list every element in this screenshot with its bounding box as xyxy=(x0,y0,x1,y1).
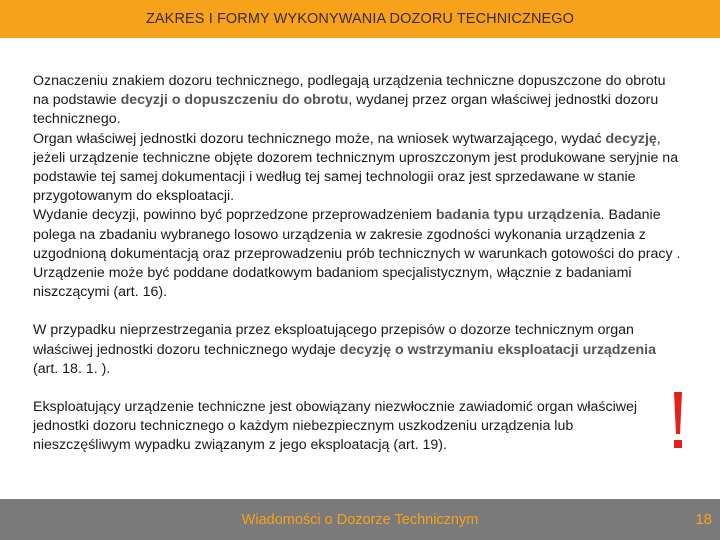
text-run: . Badanie polega na zbadaniu wybranego losowo urządzenia w zakresie zgodności wykonania urządzenia z uzgodnioną dokumentacją oraz przeprowadzeniu prób technicznych w warunkach gotowości do pracy . Urządzenie może być poddane dodatkowym badaniom specjalistycznym, włącznie z badaniami niszczącymi (art. 16). xyxy=(33,207,681,301)
text-run: (art. 18. 1. ). xyxy=(33,360,111,377)
exclamation-bar xyxy=(674,392,682,434)
paragraph-suspension xyxy=(33,321,685,379)
slide-header xyxy=(0,0,720,38)
slide-footer xyxy=(0,499,720,540)
highlight-decision-approval: decyzji o dopuszczeniu do obrotu xyxy=(120,92,349,109)
text-run: Eksploatujący urządzenie techniczne jest obowiązany niezwłocznie zawiadomić organ właściwej jednostki dozoru technicznego o każdym niebezpiecznym uszkodzeniu urządzenia lub nieszczęśliwym wypadku związanym z jego eksploatacją (art. 19). xyxy=(33,399,638,454)
paragraph-notification xyxy=(33,398,653,456)
footer-title: Wiadomości o Dozorze Technicznym xyxy=(241,511,479,528)
exclamation-dot xyxy=(674,440,682,448)
text-run: , jeżeli urządzenie techniczne objęte dozorem technicznym uproszczonym jest produkowane seryjnie na podstawie tej samej dokumentacji i według tej samej technologii oraz jest sprzedawane w stanie przygotowanym do eksploatacji. xyxy=(33,130,679,205)
highlight-decision-suspension: decyzję o wstrzymaniu eksploatacji urządzenia xyxy=(339,341,656,358)
text-run: Oznaczeniu znakiem dozoru technicznego, podlegają urządzenia techniczne dopuszczone do obrotu na podstawie xyxy=(33,73,666,109)
text-run: Wydanie decyzji, powinno być poprzedzone przeprowadzeniem xyxy=(33,207,436,224)
exclamation-mark-icon xyxy=(668,392,688,454)
page-number: 18 xyxy=(695,511,712,528)
paragraph-approval xyxy=(33,72,685,302)
slide-content xyxy=(33,72,685,456)
text-run: , wydanej przez organ właściwej jednostki dozoru technicznego. xyxy=(33,92,659,128)
highlight-type-testing: badania typu urządzenia xyxy=(435,207,601,224)
highlight-decision: decyzję xyxy=(605,130,657,147)
text-run: W przypadku nieprzestrzegania przez eksploatującego przepisów o dozorze technicznym organ właściwej jednostki dozoru technicznego wydaje xyxy=(33,322,634,358)
text-run: Organ właściwej jednostki dozoru technicznego może, na wniosek wytwarzającego, wydać xyxy=(33,130,606,147)
slide-title: ZAKRES I FORMY WYKONYWANIA DOZORU TECHNICZNEGO xyxy=(145,11,575,27)
